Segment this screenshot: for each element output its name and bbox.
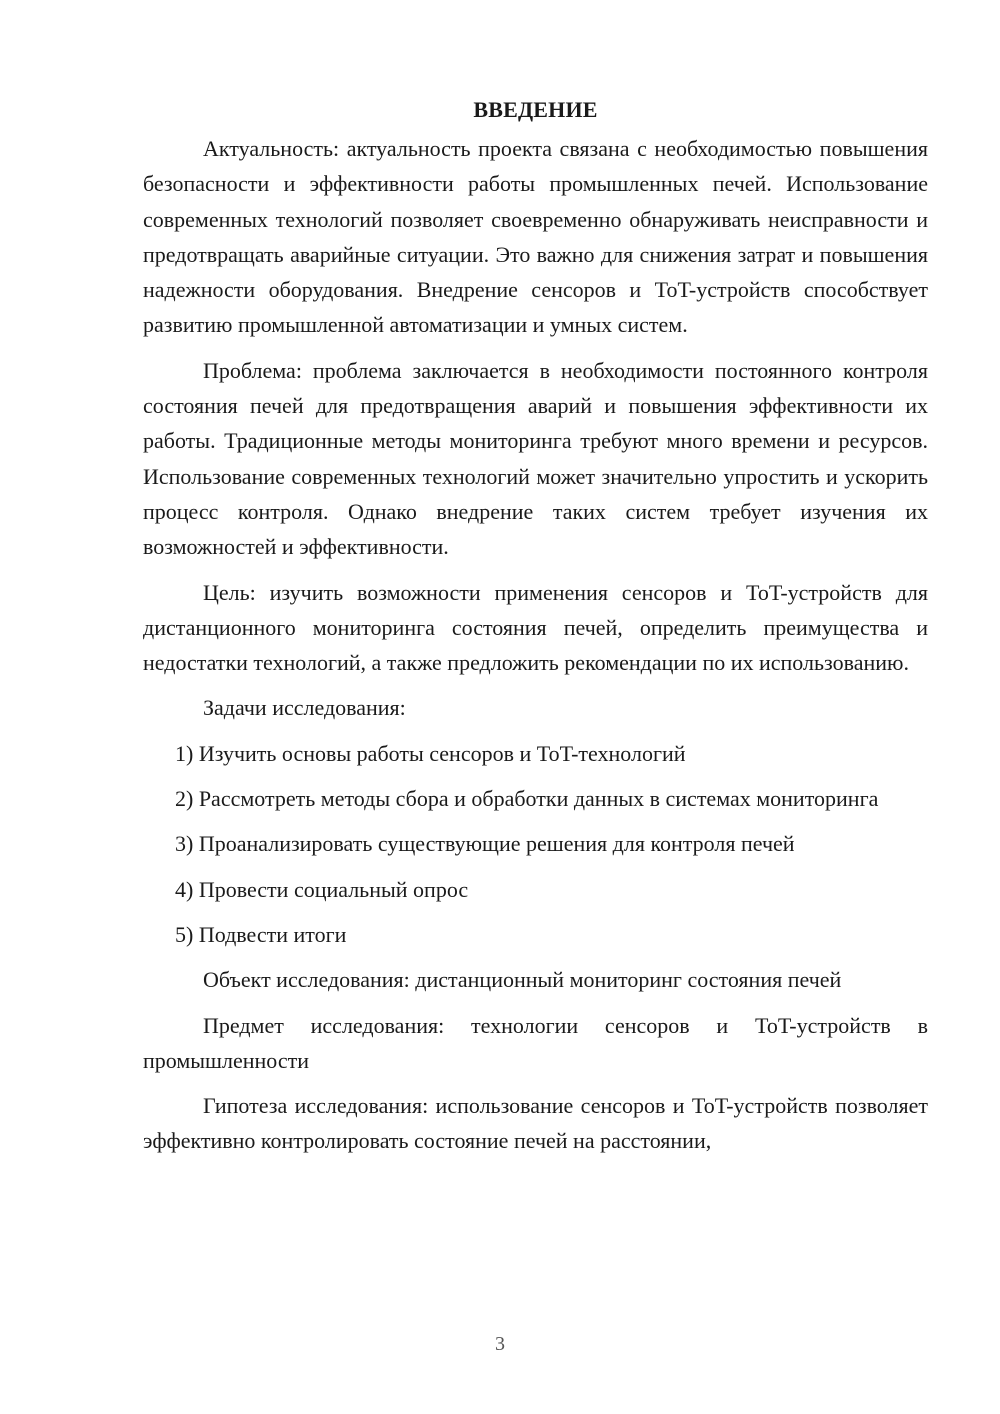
task-item-1: 1) Изучить основы работы сенсоров и ToT-технологий [175,740,686,766]
task-item-4: 4) Провести социальный опрос [175,876,469,902]
paragraph-tasks-heading: Задачи исследования: [203,695,406,721]
page-number: 3 [495,1333,505,1355]
task-item-3: 3) Проанализировать существующие решения для контроля печей [175,831,795,857]
section-heading: ВВЕДЕНИЕ [473,97,598,122]
task-item-5: 5) Подвести итоги [175,921,347,947]
paragraph-hypothesis: Гипотеза исследования: использование сенсоров и ToT-устройств позволяет эффективно контролировать состояние печей на расстоянии, [143,1093,928,1154]
paragraph-problem: Проблема: проблема заключается в необходимости постоянного контроля состояния печей для предотвращения аварий и повышения эффективности их работы. Традиционные методы мониторинга требуют много времени и ресурсов. Использование современных технологий может значительно упростить и ускорить процесс контроля. Однако внедрение таких систем требует изучения их возможностей и эффективности. [143,357,928,560]
paragraph-object: Объект исследования: дистанционный мониторинг состояния печей [203,967,842,993]
document-page [143,92,928,1169]
paragraph-relevance: Актуальность: актуальность проекта связана с необходимостью повышения безопасности и эффективности работы промышленных печей. Использование современных технологий позволяет своевременно обнаруживать неисправности и предотвращать аварийные ситуации. Это важно для снижения затрат и повышения надежности оборудования. Внедрение сенсоров и ToT-устройств способствует развитию промышленной автоматизации и умных систем. [143,136,928,338]
paragraph-subject: Предмет исследования: технологии сенсоров и ToT-устройств в промышленности [143,1012,928,1073]
task-item-2: 2) Рассмотреть методы сбора и обработки данных в системах мониторинга [175,786,879,812]
paragraph-goal: Цель: изучить возможности применения сенсоров и ToT-устройств для дистанционного мониторинга состояния печей, определить преимущества и недостатки технологий, а также предложить рекомендации по их использованию. [143,579,928,676]
